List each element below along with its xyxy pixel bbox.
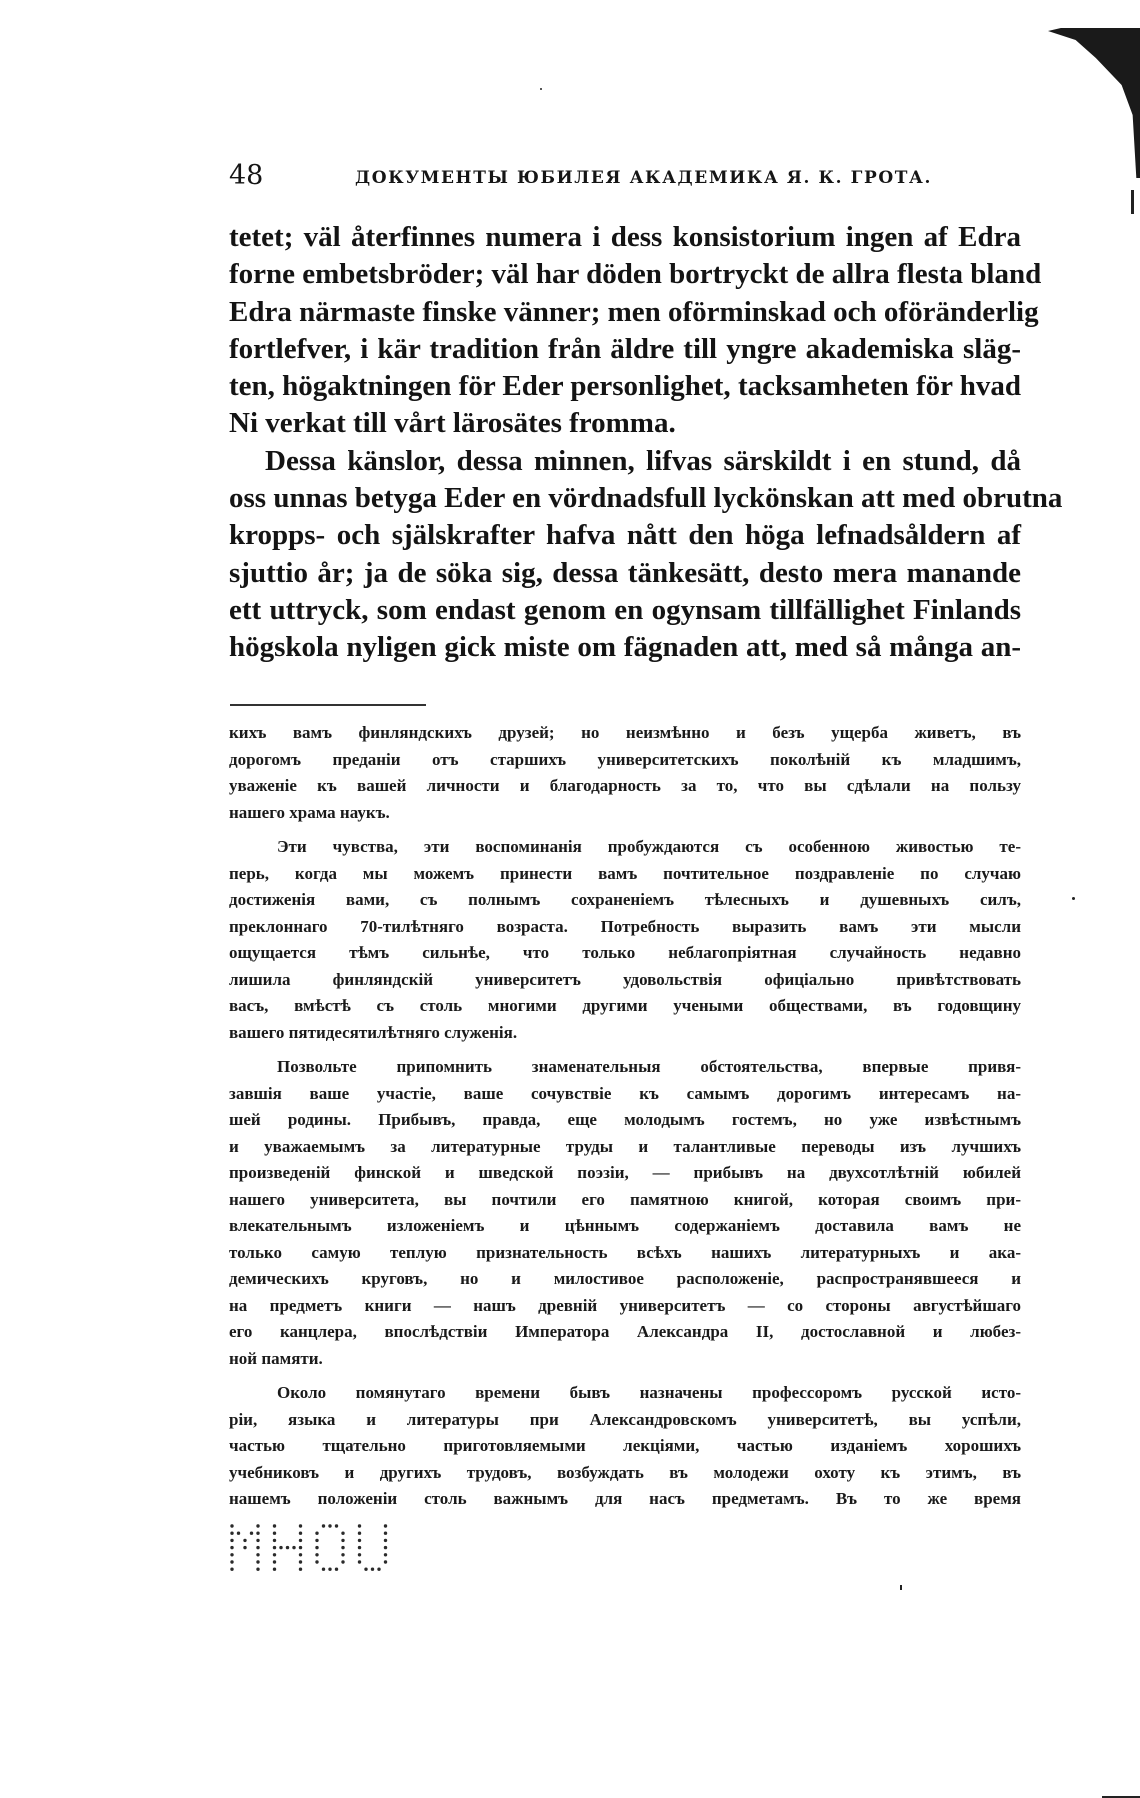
- footnote-line: нашего университета, вы почтили его памятною книгой, которая своимъ при-: [229, 1189, 1021, 1209]
- stamp-dot: [322, 1568, 325, 1571]
- footnote-line: преклоннаго 70-тилѣтняго возраста. Потребность выразить вамъ эти мысли: [229, 916, 1021, 936]
- stamp-dot: [256, 1539, 259, 1542]
- footnote-line: нашемъ положеніи столь важнымъ для насъ предметамъ. Въ то же время: [229, 1489, 1021, 1508]
- footnote-line: ощущается тѣмъ сильнѣе, что только неблагопріятная случайность недавно: [229, 943, 1021, 962]
- stamp-dot: [256, 1546, 259, 1549]
- stamp-dot: [299, 1524, 302, 1527]
- stamp-dot: [256, 1560, 259, 1563]
- footnote-paragraph-2: [229, 834, 1021, 1046]
- stamp-dot: [256, 1568, 259, 1571]
- stamp-dot: [358, 1532, 361, 1535]
- footnote-line: завшія ваше участіе, ваше сочувствіе къ самымъ дорогимъ интересамъ на-: [229, 1083, 1021, 1103]
- footnote-line: ріи, языка и литературы при Александровскомъ университетѣ, вы успѣли,: [229, 1409, 1021, 1429]
- text-line: ett uttryck, som endast genom en ogynsam tillfällighet Finlands: [229, 593, 1021, 626]
- stamp-dot: [328, 1568, 331, 1571]
- footnote-line: вашего пятидесятилѣтняго служенія.: [229, 1022, 518, 1042]
- stamp-dot: [384, 1539, 387, 1542]
- footnote-divider: [230, 704, 426, 706]
- text-line: tetet; väl återfinnes numera i dess konsistorium ingen af Edra: [229, 221, 1021, 253]
- stamp-dot: [384, 1532, 387, 1535]
- footnote-line: и уважаемымъ за литературные труды и талантливые переводы изъ лучшихъ: [229, 1136, 1021, 1156]
- footnote-line: влекательнымъ изложеніемъ и цѣннымъ содержаніемъ доставила вамъ не: [229, 1216, 1021, 1235]
- scan-edge-mark: [1131, 190, 1134, 214]
- main-text: [229, 219, 1063, 667]
- stamp-dot: [315, 1539, 318, 1542]
- stamp-dot: [230, 1532, 233, 1535]
- footnote-line: кихъ вамъ финляндскихъ друзей; но неизмѣнно и безъ ущерба живетъ, въ: [229, 723, 1021, 742]
- text-line: oss unnas betyga Eder en vördnadsfull lyckönskan att med obrutna: [229, 482, 1063, 515]
- text-line: forne embetsbröder; väl har döden bortryckt de allra flesta bland: [229, 258, 1042, 291]
- stamp-dot: [256, 1524, 259, 1527]
- footnote-paragraph-3: [229, 1054, 1021, 1372]
- stamp-dot: [322, 1524, 325, 1527]
- footnote-paragraph-1: [229, 720, 1021, 826]
- perforated-library-stamp: [229, 1522, 389, 1576]
- footnotes: [229, 720, 1021, 1521]
- stamp-dot: [341, 1532, 344, 1535]
- running-title: ДОКУМЕНТЫ ЮБИЛЕЯ АКАДЕМИКА Я. К. ГРОТА.: [355, 168, 932, 188]
- stamp-dot: [299, 1553, 302, 1556]
- page-header: [229, 158, 1029, 194]
- text-line: kropps- och själskrafter hafva nått den höga lefnadsåldern af: [229, 519, 1021, 552]
- footnote-line: произведеній финской и шведской поэзіи, — прибывъ на двухсотлѣтній юбилей: [229, 1163, 1021, 1182]
- stamp-dot: [299, 1560, 302, 1563]
- stamp-dot: [286, 1546, 289, 1549]
- stamp-dot: [273, 1553, 276, 1556]
- stamp-dot: [358, 1560, 361, 1563]
- stamp-dot: [358, 1524, 361, 1527]
- stamp-dot: [335, 1524, 338, 1527]
- stamp-dots: [230, 1524, 387, 1571]
- scan-corner-blot: [1048, 28, 1140, 178]
- stamp-dot: [230, 1568, 233, 1571]
- stamp-dot: [273, 1532, 276, 1535]
- stamp-dot: [384, 1553, 387, 1556]
- stamp-dot: [273, 1524, 276, 1527]
- stamp-dot: [273, 1568, 276, 1571]
- text-line: högskola nyligen gick miste om fägnaden att, med så många an-: [229, 631, 1021, 664]
- stamp-dot: [384, 1560, 387, 1563]
- stamp-dot: [273, 1539, 276, 1542]
- footnote-line: только самую теплую признательность всѣхъ нашихъ литературныхъ и ака-: [229, 1242, 1021, 1262]
- footnote-line: демическихъ круговъ, но и милостивое расположеніе, распространявшееся и: [229, 1269, 1021, 1288]
- stamp-dot: [341, 1546, 344, 1549]
- stamp-dot: [335, 1568, 338, 1571]
- footnote-line: дорогомъ преданіи отъ старшихъ университетскихъ поколѣній къ младшимъ,: [229, 749, 1021, 769]
- stamp-dot: [315, 1546, 318, 1549]
- footnote-line: частью тщательно приготовляемыми лекціями, частью изданіемъ хорошихъ: [229, 1436, 1021, 1455]
- footnote-line: нашего храма наукъ.: [229, 802, 390, 822]
- footnote-line: шей родины. Прибывъ, правда, еще молодымъ гостемъ, но уже извѣстнымъ: [229, 1110, 1021, 1129]
- text-line: sjuttio år; ja de söka sig, dessa tänkesätt, desto mera manande: [229, 556, 1021, 589]
- stamp-dot: [358, 1539, 361, 1542]
- stamp-dot: [377, 1568, 380, 1571]
- stamp-dot: [273, 1546, 276, 1549]
- footnote-line: лишила финляндскій университетъ удовольствія офиціально привѣтствовать: [229, 969, 1021, 989]
- footnote-line: его канцлера, впослѣдствіи Императора Александра II, достославной и любез-: [229, 1322, 1021, 1341]
- scan-speck: [540, 88, 542, 90]
- text-line: Edra närmaste finske vänner; men oförminskad och oföränderlig: [229, 295, 1039, 328]
- stamp-dot: [243, 1539, 246, 1542]
- footnote-line: уваженіе къ вашей личности и благодарность за то, что вы сдѣлали на пользу: [229, 776, 1021, 795]
- text-line: Dessa känslor, dessa minnen, lifvas särskildt i en stund, då: [265, 444, 1021, 477]
- stamp-dot: [299, 1568, 302, 1571]
- stamp-dot: [341, 1553, 344, 1556]
- stamp-dot: [237, 1532, 240, 1535]
- stamp-dot: [279, 1546, 282, 1549]
- footnote-line: васъ, вмѣстѣ съ столь многими другими учеными обществами, въ годовщину: [229, 996, 1021, 1015]
- footnote-line: учебниковъ и другихъ трудовъ, возбуждать въ молодежи охоту къ этимъ, въ: [229, 1462, 1021, 1482]
- text-line: ten, högaktningen för Eder personlighet, tacksamheten för hvad: [229, 370, 1021, 403]
- stamp-dot: [341, 1539, 344, 1542]
- footnote-line: Позвольте припомнить знаменательныя обстоятельства, впервые привя-: [277, 1057, 1021, 1076]
- stamp-dot: [250, 1532, 253, 1535]
- scan-speck: [900, 1585, 902, 1590]
- footnote-line: на предметъ книги — нашъ древній университетъ — со стороны августѣйшаго: [229, 1295, 1021, 1315]
- stamp-dot: [364, 1568, 367, 1571]
- stamp-dot: [230, 1560, 233, 1563]
- stamp-dot: [299, 1546, 302, 1549]
- text-line: fortlefver, i kär tradition från äldre till yngre akademiska släg-: [229, 332, 1021, 365]
- text-line: Ni verkat till vårt lärosätes fromma.: [229, 407, 676, 440]
- stamp-dot: [230, 1553, 233, 1556]
- stamp-dot: [273, 1560, 276, 1563]
- footnote-line: Эти чувства, эти воспоминанія пробуждаются съ особенною живостью те-: [277, 837, 1021, 856]
- stamp-dot: [328, 1524, 331, 1527]
- stamp-dot: [315, 1560, 318, 1563]
- main-paragraph-2: [229, 443, 1063, 667]
- stamp-dot: [371, 1568, 374, 1571]
- stamp-dot: [243, 1546, 246, 1549]
- stamp-dot: [230, 1539, 233, 1542]
- stamp-dot: [315, 1532, 318, 1535]
- stamp-dot: [299, 1539, 302, 1542]
- stamp-dot: [384, 1524, 387, 1527]
- main-paragraph-1: [229, 219, 1042, 443]
- stamp-dot: [341, 1560, 344, 1563]
- footnote-line: достиженія вами, съ полнымъ сохраненіемъ тѣлесныхъ и душевныхъ силъ,: [229, 890, 1021, 909]
- stamp-dot: [299, 1532, 302, 1535]
- stamp-dot: [358, 1546, 361, 1549]
- footnote-line: Около помянутаго времени бывъ назначены профессоромъ русской исто-: [277, 1383, 1021, 1402]
- footnote-line: ной памяти.: [229, 1348, 323, 1368]
- scan-speck: [1072, 897, 1075, 900]
- stamp-dot: [230, 1524, 233, 1527]
- stamp-dot: [292, 1546, 295, 1549]
- stamp-dot: [256, 1532, 259, 1535]
- stamp-dot: [358, 1553, 361, 1556]
- footnote-line: перь, когда мы можемъ принести вамъ почтительное поздравленіе по случаю: [229, 863, 1021, 883]
- stamp-dot: [384, 1546, 387, 1549]
- page-number: 48: [229, 160, 264, 191]
- stamp-dot: [256, 1553, 259, 1556]
- stamp-dot: [315, 1553, 318, 1556]
- stamp-dot: [230, 1546, 233, 1549]
- footnote-paragraph-4: [229, 1380, 1021, 1513]
